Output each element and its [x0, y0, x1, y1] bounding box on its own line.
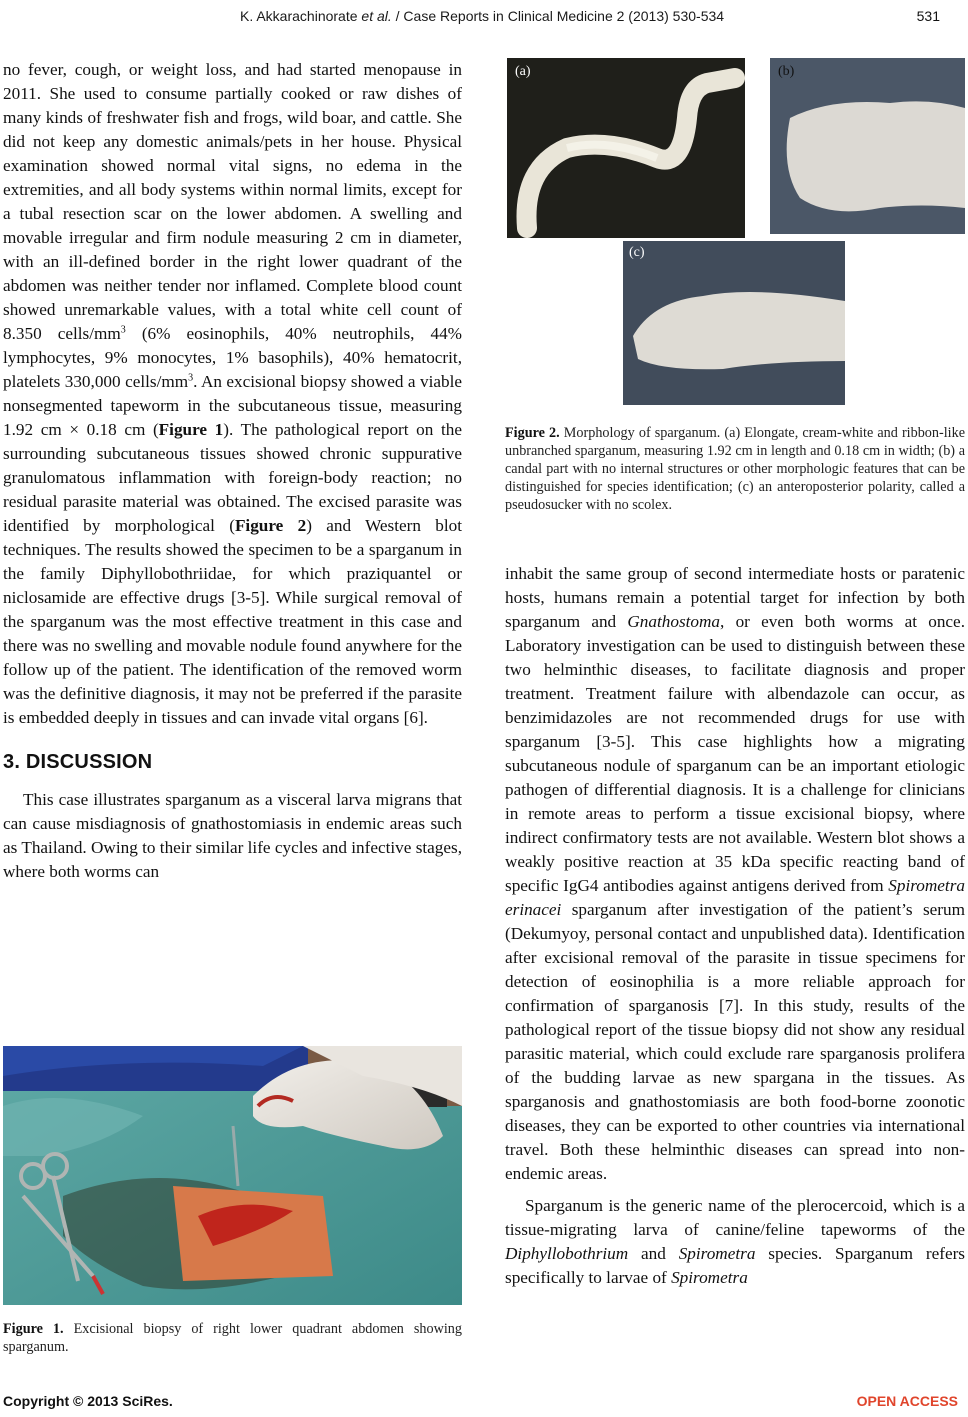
panel-label-b: (b): [778, 64, 795, 79]
sparganum-caudal-image: [770, 58, 965, 234]
sparganum-pseudosucker-image: [623, 241, 845, 405]
figure2-panel-b: [770, 58, 965, 234]
open-access-link[interactable]: OPEN ACCESS: [856, 1393, 958, 1409]
case-paragraph: no fever, cough, or weight loss, and had started menopause in 2011. She used to consume partially cooked or raw dishes of many kinds of freshwater fish and frogs, wild boar, and cattle. She did not keep any domestic animals/pets in her house. Physical examination showed normal vital signs, no edema in the extremities, and all body systems within normal limits, except for a tubal resection scar on the lower abdomen. A swelling and movable irregular and firm nodule measuring 2 cm in diameter, with an ill-defined border in the right lower quadrant of the abdomen was neither tender nor inflamed. Complete blood count showed unremarkable values, with a total white cell count of 8.350 cells/$mm^3$ (6% eosinophils, 40% neutrophils, 44% lymphocytes, 9% monocytes, 1% basophils), 40% hematocrit, platelets 330,000 cells/$mm^3$. An excisional biopsy showed a viable nonsegmented tapeworm in the subcutaneous tissue, measuring 1.92 cm × 0.18 cm (Figure 1). The pathological report on the surrounding subcutaneous tissues showed chronic suppurative granulomatous inflammation with foreign-body reaction; no residual parasite material was obtained. The excised parasite was identified by morphological (Figure 2) and Western blot techniques. The results showed the specimen to be a sparganum in the family Diphyllobothriidae, for which praziquantel or niclosamide are effective drugs [3-5]. While surgical removal of the sparganum was the most effective treatment in this case and there was no swelling and movable nodule found anywhere for the follow up of the patient. The identification of the removed worm was the definitive diagnosis, it may not be preferred if the parasite is embedded deeply in tissues and can invade vital organs [6].: [3, 60, 463, 727]
figure2-panel-a: [507, 58, 745, 238]
discussion-paragraph: This case illustrates sparganum as a visceral larva migrans that can cause misdiagnosis of gnathostomiasis in endemic areas such as Thailand. Owing to their similar life cycles and infective stages, where both worms can: [3, 790, 462, 881]
figure1-ref[interactable]: Figure 1: [158, 420, 224, 439]
page-footer: [0, 1393, 968, 1413]
section-heading: 3. DISCUSSION: [3, 751, 153, 773]
page-number: 531: [916, 8, 940, 24]
running-title: K. Akkarachinorate et al. / Case Reports in Clinical Medicine 2 (2013) 530-534: [240, 8, 725, 24]
right-column: [505, 562, 965, 1290]
discussion-continued: inhabit the same group of second intermediate hosts or paratenic hosts, humans remain a potential target for infection by both sparganum and Gnathostoma, or even both worms at once. Laboratory investigation can be used to distinguish between these two helminthic diseases, to facilitate diagnosis and proper treatment. Treatment failure with albendazole can occur, as benzimidazoles are not recommended drugs for use with sparganum [3-5]. This case highlights how a migrating subcutaneous nodule of sparganum can be an important etiologic pathogen of differential diagnosis. It is a challenge for clinicians in remote areas to perform a tissue excisional biopsy, where indirect confirmatory tests are not available. Western blot shows a weakly positive reaction at 35 kDa specific reacting band of specific IgG4 antibodies against antigens derived from Spirometra erinacei sparganum after investigation of the patient’s serum (Dekumyoy, personal contact and unpublished data). Identification after excisional removal of the parasite in tissue specimens for detection of eosinophilia is a more reliable approach for confirmation of sparganosis [7]. In this study, results of the pathological report of the tissue biopsy did not show any residual parasitic material, which could exclude rare sparganosis prolifera of the budding larvae as new spargana in the tissues. As sparganosis and gnathostomiasis are both food-borne zoonotic diseases, they can be exported to other countries via international travel. Both these helminthic diseases can spread into non-endemic areas.: [505, 564, 965, 1183]
figure2-caption: Figure 2. Morphology of sparganum. (a) Elongate, cream-white and ribbon-like unbranched sparganum, measuring 1.92 cm in length and 0.18 cm in width; (b) a candal part with no internal structures or other morphologic features that can be distinguished for species identification; (c) an anteroposterior polarity, called a pseudosucker with no scolex.: [505, 425, 965, 513]
panel-label-a: (a): [515, 64, 531, 79]
figure2-panel-c: [623, 241, 845, 405]
copyright-text: Copyright © 2013 SciRes.: [3, 1393, 173, 1409]
left-column: [3, 58, 462, 884]
panel-label-c: (c): [629, 245, 645, 260]
running-header: [0, 8, 968, 36]
sparganum-paragraph: Sparganum is the generic name of the plerocercoid, which is a tissue-migrating larva of canine/feline tapeworms of the Diphyllobothrium and Spirometra species. Sparganum refers specifically to larvae of Spirometra: [505, 1196, 965, 1287]
figure2-ref[interactable]: Figure 2: [234, 516, 307, 535]
sparganum-whole-image: [507, 58, 745, 238]
figure1-photo: [3, 1046, 462, 1305]
figure1-caption: Figure 1. Excisional biopsy of right lower quadrant abdomen showing sparganum.: [3, 1321, 462, 1355]
surgical-field-image: [3, 1046, 462, 1305]
